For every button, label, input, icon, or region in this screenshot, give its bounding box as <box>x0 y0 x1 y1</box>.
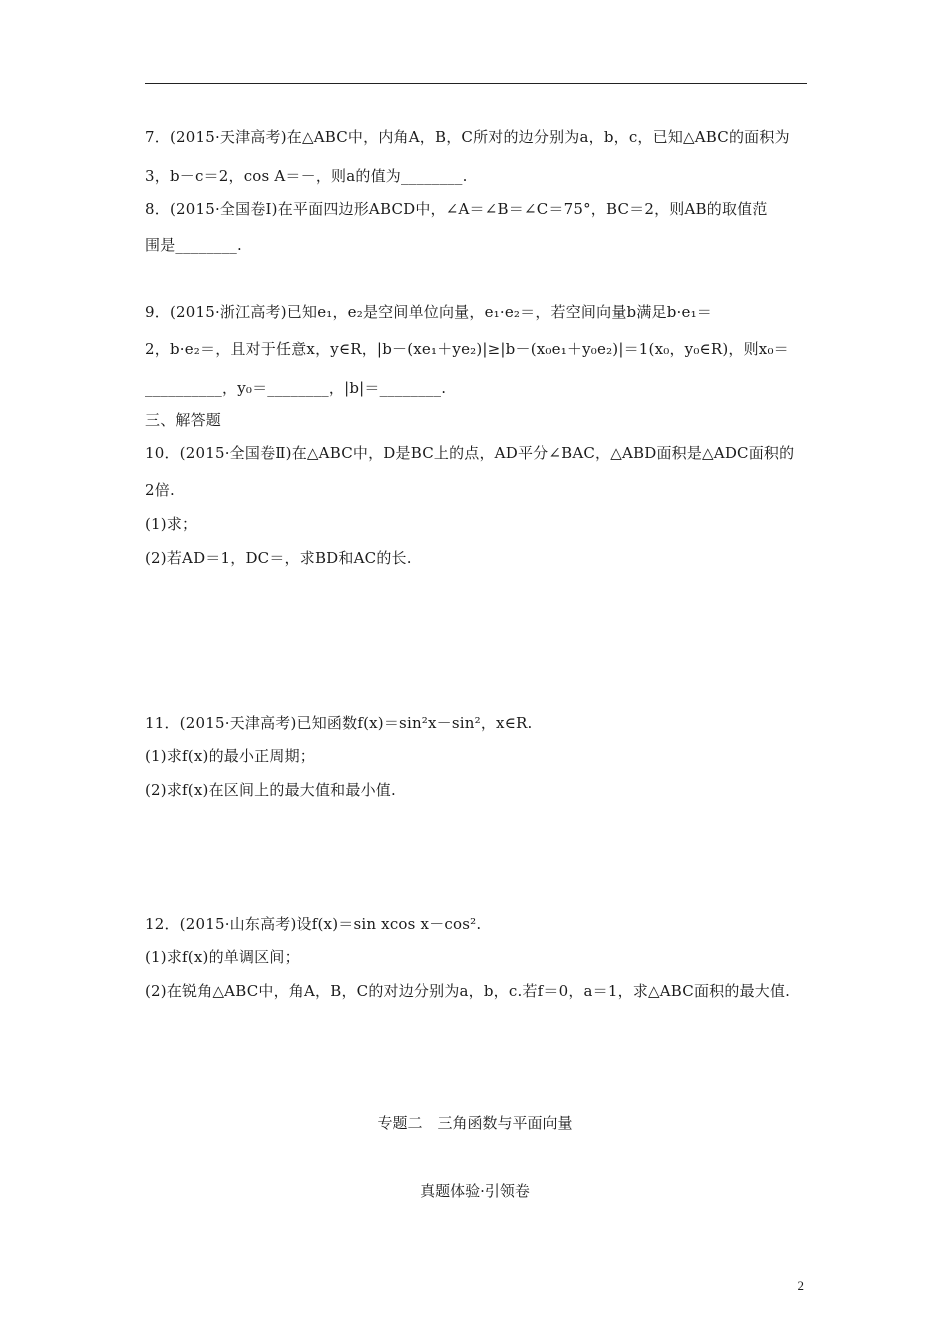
text-line-q10b: 2倍. <box>145 481 175 499</box>
text-line-q12b: (1)求f(x)的单调区间； <box>145 948 300 966</box>
text-line-q10d: (2)若AD＝1，DC＝，求BD和AC的长. <box>145 549 412 567</box>
text-line-q8b: 围是________. <box>145 236 242 254</box>
text-line-q7a: 7．(2015·天津高考)在△ABC中，内角A，B，C所对的边分别为a，b，c，已知△ABC的面积为 <box>145 128 790 146</box>
text-line-q12a: 12．(2015·山东高考)设f(x)＝sin xcos x－cos². <box>145 915 482 933</box>
text-line-q8a: 8．(2015·全国卷Ⅰ)在平面四边形ABCD中，∠A＝∠B＝∠C＝75°，BC＝2，则AB的取值范 <box>145 200 768 218</box>
text-line-q11c: (2)求f(x)在区间上的最大值和最小值. <box>145 781 396 799</box>
page-number: 2 <box>797 1278 804 1293</box>
text-line-q7b: 3，b－c＝2，cos A＝－，则a的值为________. <box>145 167 468 185</box>
text-line-q12c: (2)在锐角△ABC中，角A，B，C的对边分别为a，b，c.若f＝0，a＝1，求△ABC面积的最大值. <box>145 982 791 1000</box>
text-line-sec3: 三、解答题 <box>145 411 222 429</box>
text-line-q10c: (1)求； <box>145 515 198 533</box>
text-line-q11b: (1)求f(x)的最小正周期； <box>145 747 315 765</box>
text-line-q10a: 10．(2015·全国卷Ⅱ)在△ABC中，D是BC上的点，AD平分∠BAC，△ABD面积是△ADC面积的 <box>145 444 795 462</box>
section-title: 专题二 三角函数与平面向量 <box>377 1114 573 1132</box>
header-rule <box>145 83 807 84</box>
section-subtitle: 真题体验·引领卷 <box>420 1182 530 1200</box>
text-line-q11a: 11．(2015·天津高考)已知函数f(x)＝sin²x－sin²，x∈R. <box>145 714 533 732</box>
text-line-q9c: __________，y₀＝________，|b|＝________. <box>145 379 447 397</box>
text-line-q9b: 2，b·e₂＝，且对于任意x，y∈R，|b－(xe₁＋ye₂)|≥|b－(x₀e₁＋y₀e₂)|＝1(x₀，y₀∈R)，则x₀＝ <box>145 340 789 358</box>
text-line-q9a: 9．(2015·浙江高考)已知e₁，e₂是空间单位向量，e₁·e₂＝，若空间向量b满足b·e₁＝ <box>145 303 712 321</box>
